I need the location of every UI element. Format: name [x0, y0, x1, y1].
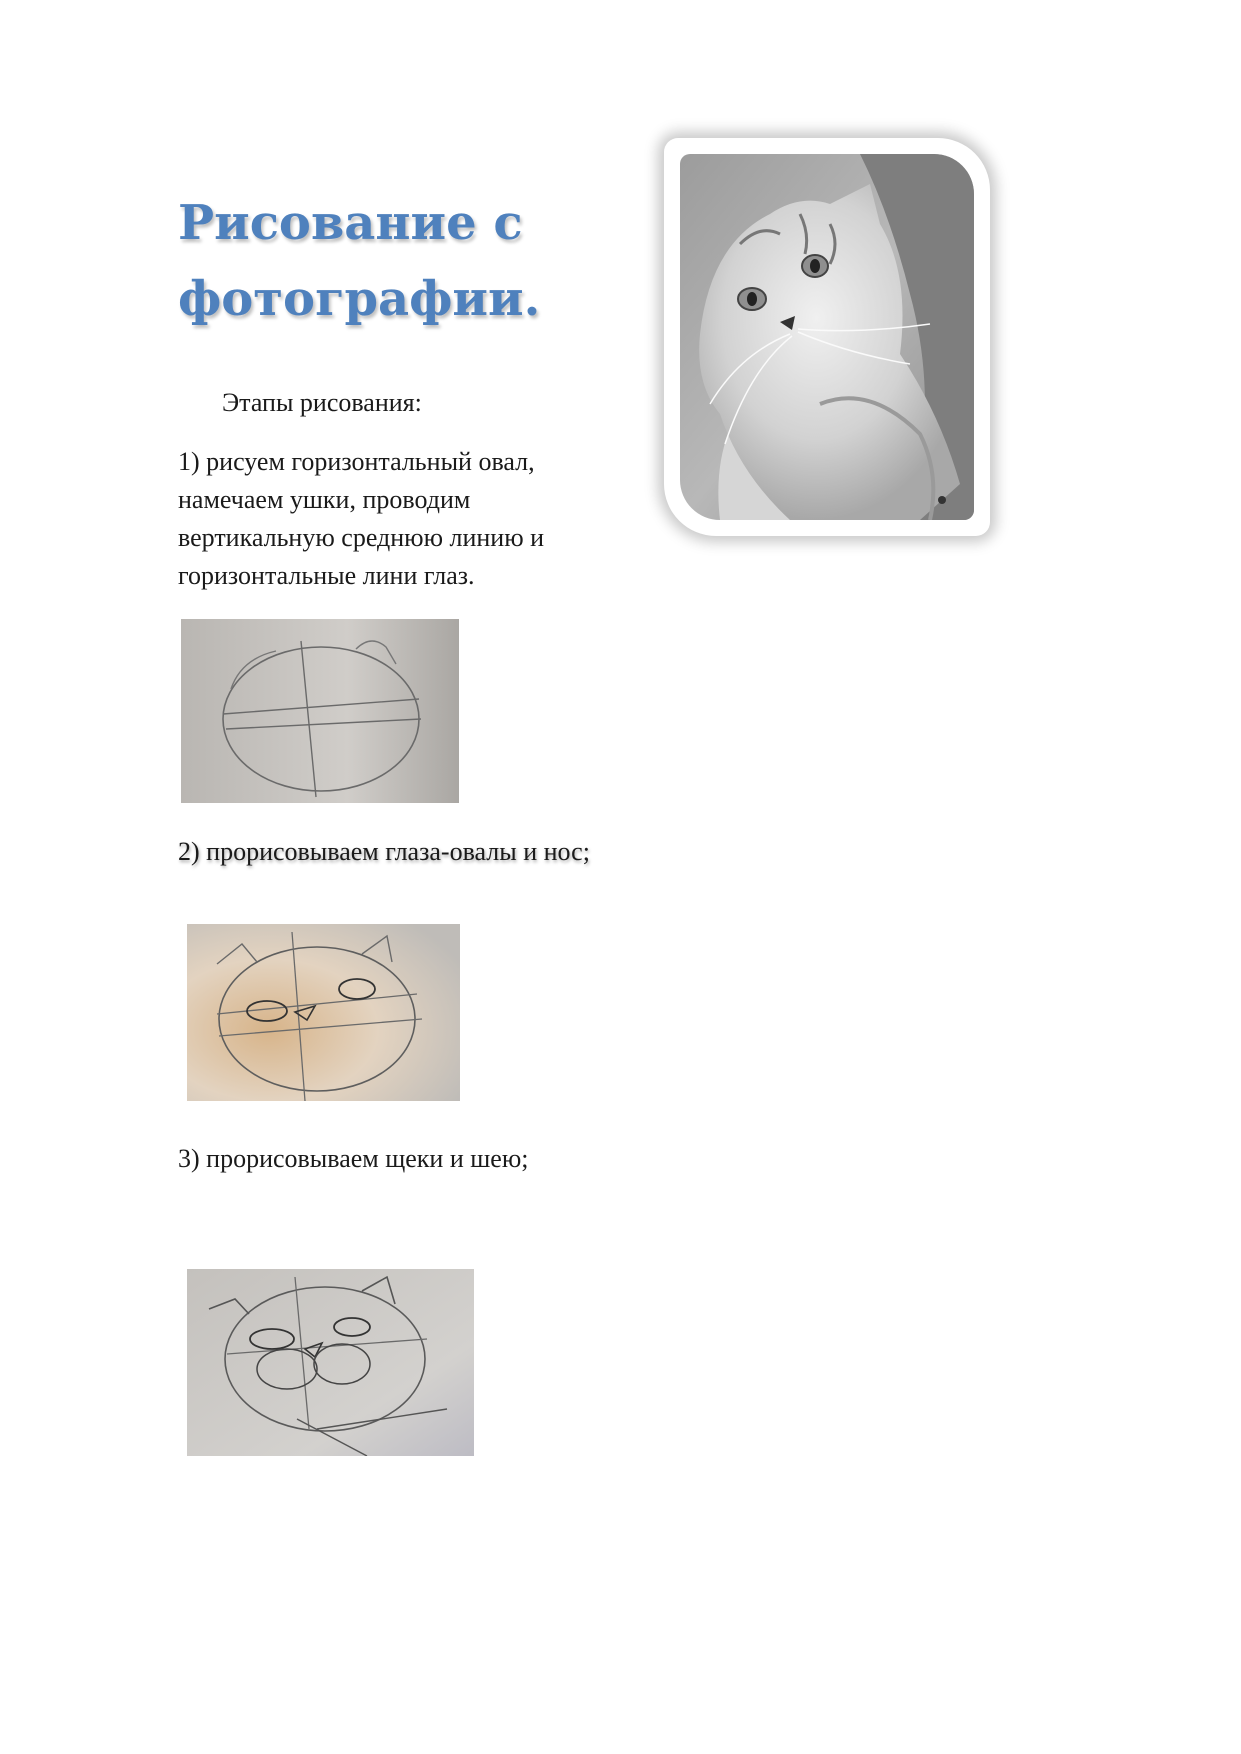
step-1-line: вертикальную среднюю линию и	[178, 523, 545, 552]
cat-photo-frame	[664, 138, 990, 536]
sketch-step-1	[181, 619, 459, 803]
title-line-2: фотографии.	[178, 271, 541, 327]
cat-photo	[680, 154, 974, 520]
sketch-step-3	[187, 1269, 474, 1456]
stages-heading: Этапы рисования:	[222, 388, 422, 417]
step-1-line: намечаем ушки, проводим	[178, 485, 471, 514]
page-title	[178, 185, 648, 337]
step-3-text: 3) прорисовываем щеки и шею;	[178, 1144, 529, 1173]
step-1-text	[178, 443, 618, 595]
step-2-text: 2) прорисовываем глаза-овалы и нос;	[178, 837, 590, 866]
sketch-step-2	[187, 924, 460, 1101]
title-line-1: Рисование с	[178, 195, 523, 251]
step-1-line: 1) рисуем горизонтальный овал,	[178, 447, 535, 476]
step-1-line: горизонтальные лини глаз.	[178, 561, 475, 590]
